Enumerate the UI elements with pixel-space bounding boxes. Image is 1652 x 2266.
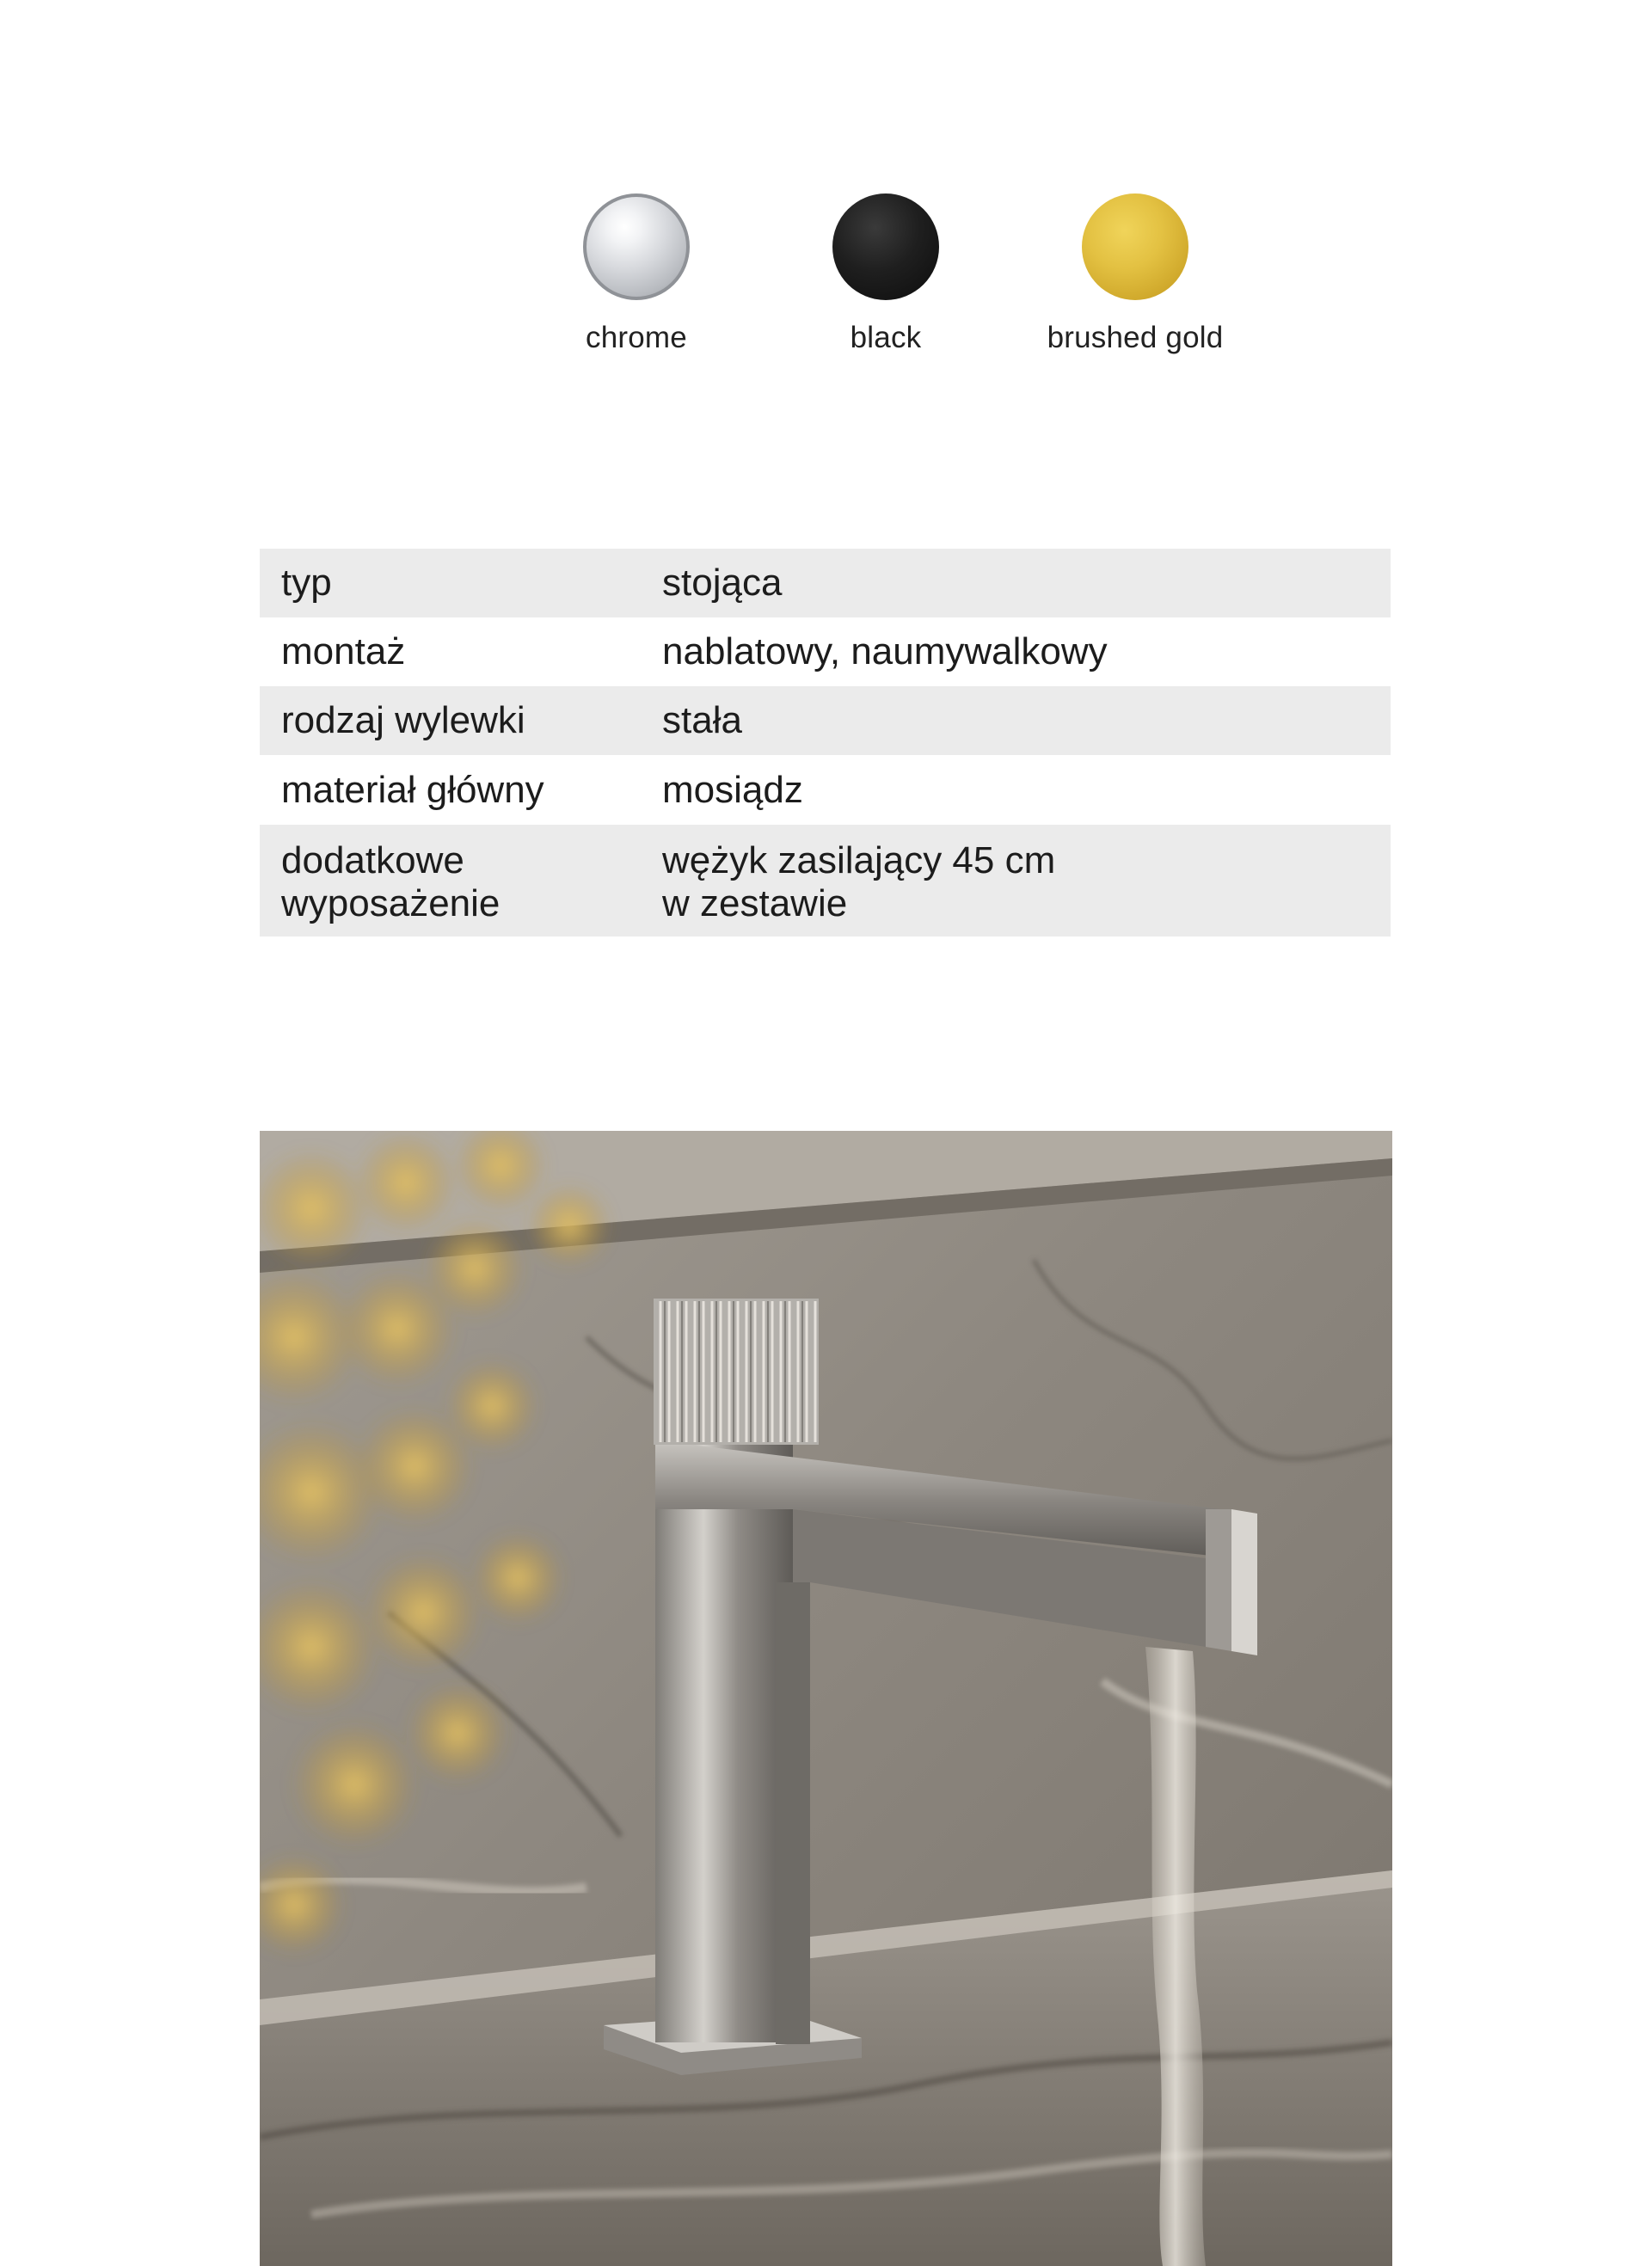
finish-label-chrome: chrome	[586, 321, 687, 354]
finish-swatches	[516, 193, 1224, 365]
spec-key: rodzaj wylewki	[281, 699, 525, 741]
spec-value-line: w zestawie	[662, 882, 848, 924]
spec-table	[260, 549, 1391, 936]
spec-value	[662, 839, 1391, 925]
spec-key: typ	[281, 562, 332, 604]
spec-value: stała	[662, 699, 742, 741]
spec-key-line: dodatkowe	[281, 839, 464, 881]
spec-row-type	[260, 549, 1391, 617]
finish-option-chrome[interactable]	[512, 193, 761, 355]
spec-row-extras	[260, 825, 1391, 936]
faucet-product-photo	[260, 1131, 1392, 2266]
finish-label-black: black	[850, 321, 922, 354]
spec-value-line: wężyk zasilający 45 cm	[662, 839, 1056, 881]
finish-option-brushed-gold[interactable]	[1010, 193, 1260, 355]
spec-value: stojąca	[662, 562, 783, 604]
finish-label-brushed-gold: brushed gold	[1047, 321, 1224, 354]
spec-row-spout-type	[260, 686, 1391, 755]
spec-value: mosiądz	[662, 768, 803, 811]
brushed-gold-swatch-icon[interactable]	[1082, 193, 1188, 300]
spec-row-material	[260, 755, 1391, 825]
finish-option-black[interactable]	[761, 193, 1010, 355]
spec-key	[260, 839, 662, 925]
spec-row-mounting	[260, 617, 1391, 686]
spec-key-line: wyposażenie	[281, 882, 501, 924]
black-swatch-icon[interactable]	[832, 193, 939, 300]
spec-key: materiał główny	[281, 768, 544, 811]
faucet-photo-illustration	[260, 1131, 1392, 2266]
spec-key: montaż	[281, 630, 406, 672]
spec-value: nablatowy, naumywalkowy	[662, 630, 1108, 672]
chrome-swatch-icon[interactable]	[583, 193, 690, 300]
